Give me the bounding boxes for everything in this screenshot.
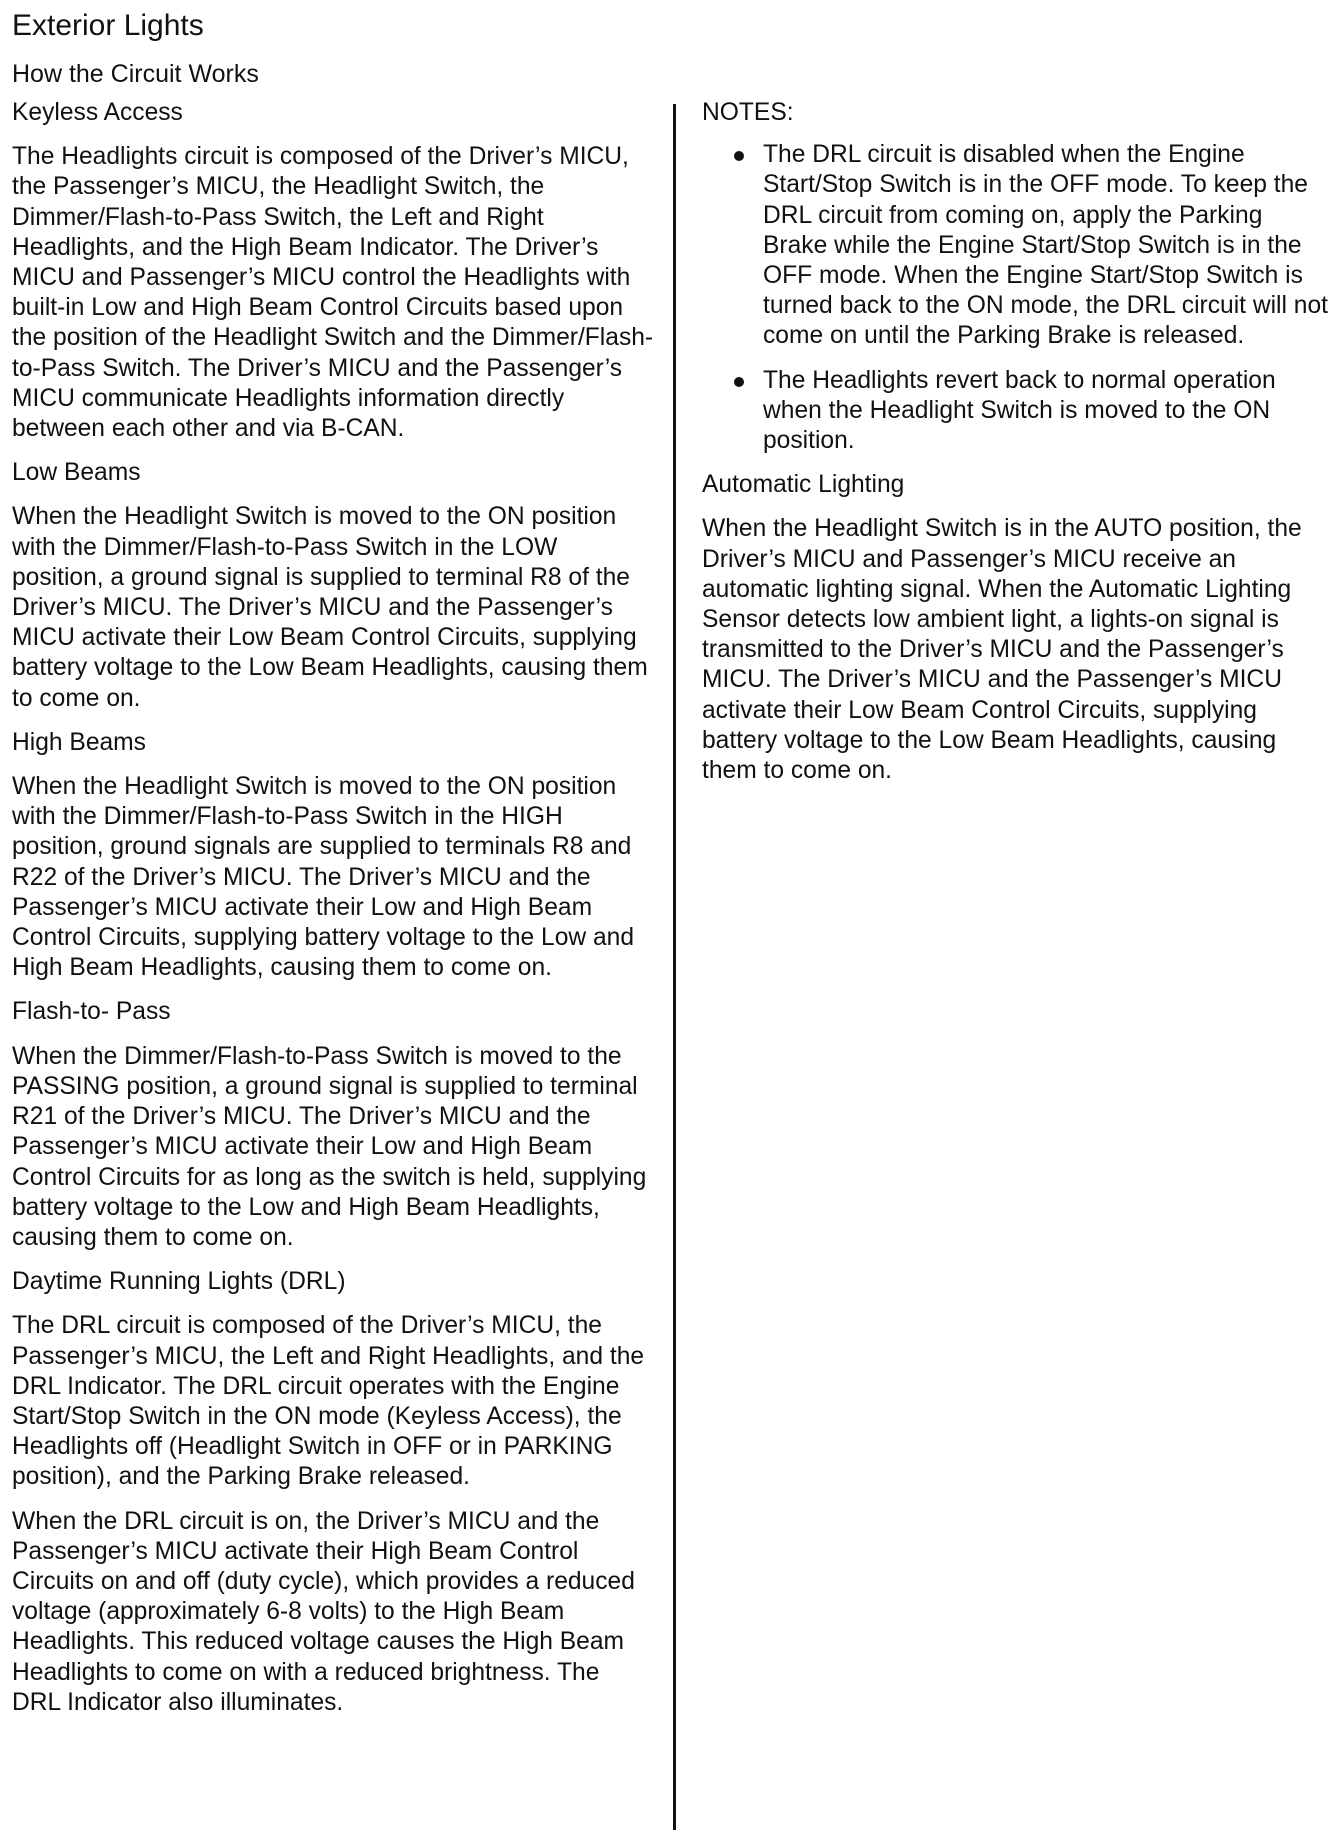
low-beams-heading: Low Beams <box>12 459 141 487</box>
notes-label: NOTES: <box>702 99 794 126</box>
drl-heading: Daytime Running Lights (DRL) <box>12 1268 346 1296</box>
note-item <box>702 140 1332 351</box>
keyless-access-section <box>12 98 654 444</box>
automatic-lighting-heading: Automatic Lighting <box>702 471 905 499</box>
notes-section <box>702 98 1332 456</box>
bullet-icon <box>734 377 744 387</box>
bullet-icon <box>734 151 744 161</box>
notes-list <box>702 140 1332 456</box>
high-beams-heading: High Beams <box>12 728 146 756</box>
keyless-access-paragraph: The Headlights circuit is composed of the Driver’s MICU, the Passenger’s MICU, the Headlight Switch, the Dimmer/Flash-to-Pass Switch, the Left and Right Headlights, and the High Beam Indicator. The Driver’s MICU and Passenger’s MICU control the Headlights with built-in Low and High Beam Control Circuits based upon the position of the Headlight Switch and the Dimmer/Flash-to-Pass Switch. The Driver’s MICU and the Passenger’s MICU communicate Headlights information directly between each other and via B-CAN. <box>12 143 654 443</box>
drl-paragraph-2: When the DRL circuit is on, the Driver’s MICU and the Passenger’s MICU activate their High Beam Control Circuits on and off (duty cycle), which provides a reduced voltage (approximately 6-8 volts) to the High Beam Headlights. This reduced voltage causes the High Beam Headlights to come on with a reduced brightness. The DRL Indicator also illuminates. <box>12 1507 635 1716</box>
high-beams-section <box>12 728 654 984</box>
keyless-access-heading: Keyless Access <box>12 99 183 126</box>
page-subtitle: How the Circuit Works <box>12 60 259 88</box>
flash-to-pass-heading: Flash-to- Pass <box>12 998 171 1026</box>
high-beams-paragraph: When the Headlight Switch is moved to the ON position with the Dimmer/Flash-to-Pass Switch in the HIGH position, ground signals are supplied to terminals R8 and R22 of the Driver’s MICU. The Driver’s MICU and the Passenger’s MICU activate their Low and High Beam Control Circuits, supplying battery voltage to the Low and High Beam Headlights, causing them to come on. <box>12 773 635 982</box>
note-text: The DRL circuit is disabled when the Engine Start/Stop Switch is in the OFF mode. To keep the DRL circuit from coming on, apply the Parking Brake while the Engine Start/Stop Switch is in the OFF mode. When the Engine Start/Stop Switch is turned back to the ON mode, the DRL circuit will not come on until the Parking Brake is released. <box>763 141 1328 350</box>
note-item <box>702 366 1332 457</box>
drl-section <box>12 1267 654 1718</box>
low-beams-paragraph: When the Headlight Switch is moved to the ON position with the Dimmer/Flash-to-Pass Switch in the LOW position, a ground signal is supplied to terminal R8 of the Driver’s MICU. The Driver’s MICU and the Passenger’s MICU activate their Low Beam Control Circuits, supplying battery voltage to the Low Beam Headlights, causing them to come on. <box>12 503 648 712</box>
drl-paragraph-1: The DRL circuit is composed of the Driver’s MICU, the Passenger’s MICU, the Left and Right Headlights, and the DRL Indicator. The DRL circuit operates with the Engine Start/Stop Switch in the ON mode (Keyless Access), the Headlights off (Headlight Switch in OFF or in PARKING position), and the Parking Brake released. <box>12 1312 645 1491</box>
flash-to-pass-paragraph: When the Dimmer/Flash-to-Pass Switch is moved to the PASSING position, a ground signal is supplied to terminal R21 of the Driver’s MICU. The Driver’s MICU and the Passenger’s MICU activate their Low and High Beam Control Circuits for as long as the switch is held, supplying battery voltage to the Low and High Beam Headlights, causing them to come on. <box>12 1042 647 1251</box>
column-divider <box>673 104 676 1830</box>
automatic-lighting-paragraph: When the Headlight Switch is in the AUTO position, the Driver’s MICU and Passenger’s MICU receive an automatic lighting signal. When the Automatic Lighting Sensor detects low ambient light, a lights-on signal is transmitted to the Driver’s MICU and the Passenger’s MICU. The Driver’s MICU and the Passenger’s MICU activate their Low Beam Control Circuits, supplying battery voltage to the Low Beam Headlights, causing them to come on. <box>702 515 1302 785</box>
automatic-lighting-section <box>702 470 1332 786</box>
flash-to-pass-section <box>12 997 654 1253</box>
note-text: The Headlights revert back to normal operation when the Headlight Switch is moved to the ON position. <box>763 366 1276 455</box>
right-column <box>702 98 1332 800</box>
left-column <box>12 98 654 1732</box>
low-beams-section <box>12 458 654 714</box>
page-title: Exterior Lights <box>12 9 204 42</box>
